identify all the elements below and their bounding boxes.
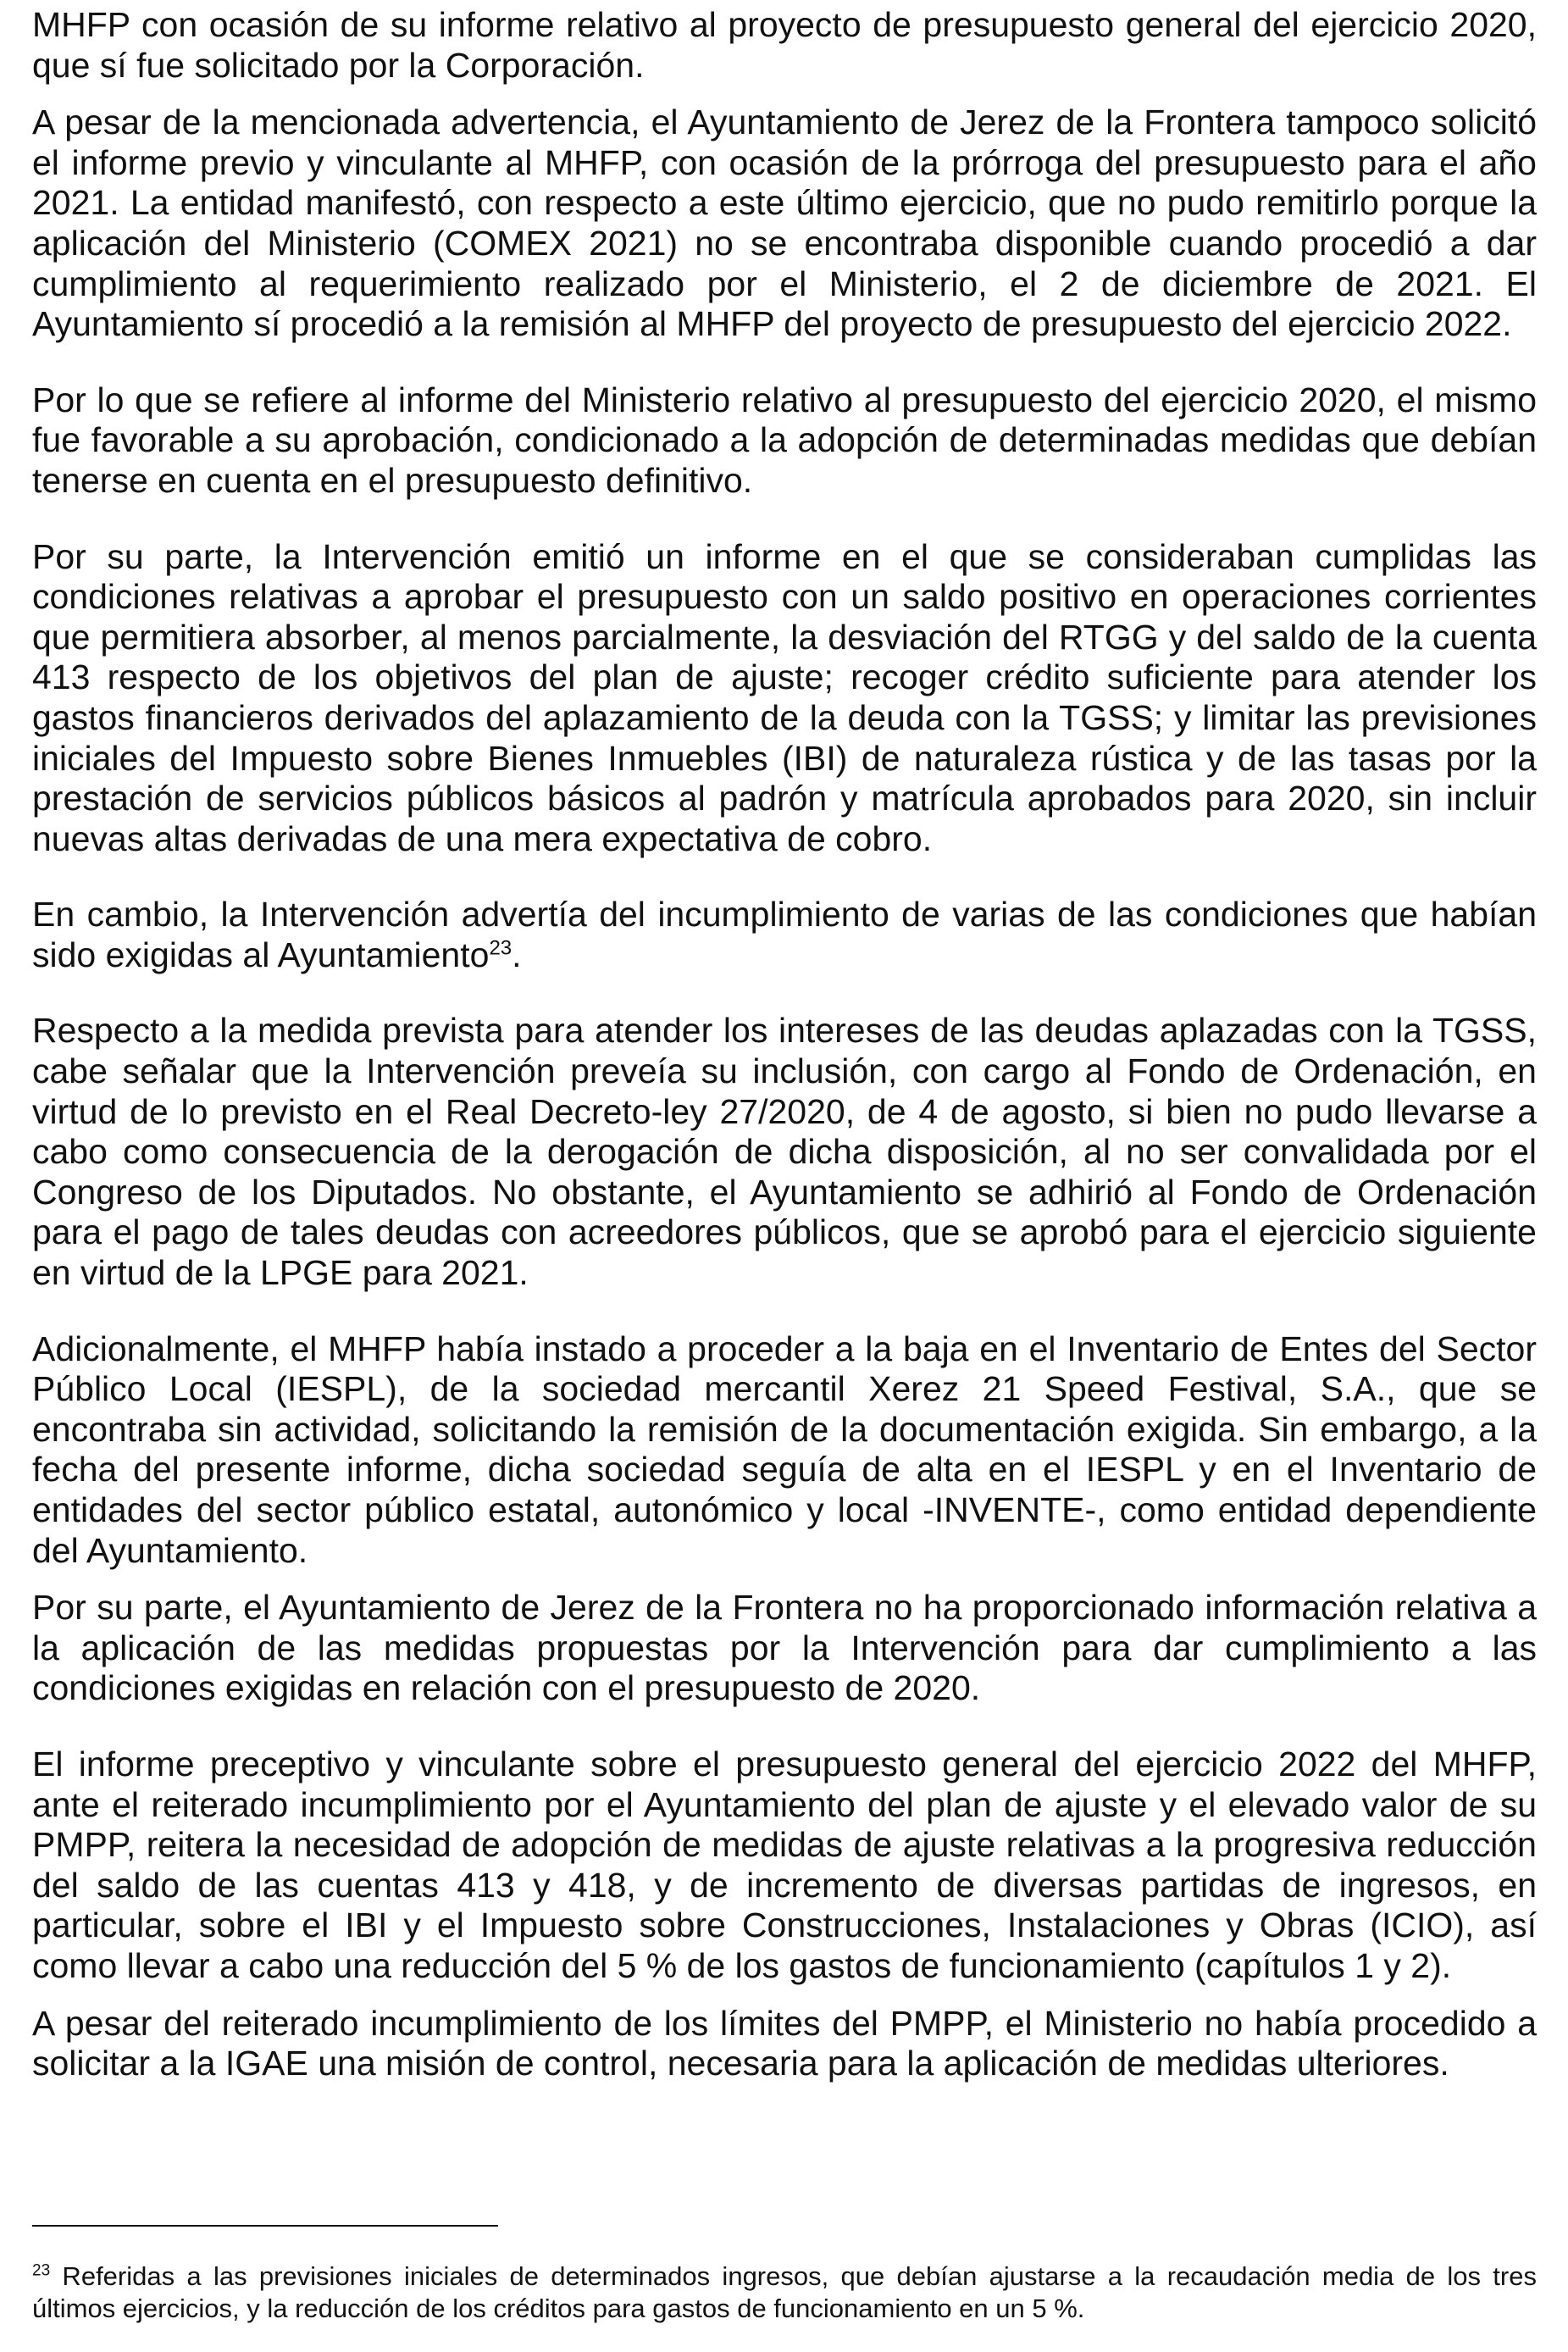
footnote-text: Referidas a las previsiones iniciales de determinados ingresos, que debían ajustarse a la recaudación media de los tres últimos ejercicios, y la reducción de los créditos para gastos de funcionamiento en un 5 %.	[32, 2261, 1537, 2323]
paragraph-intervencion-condiciones: Por su parte, la Intervención emitió un informe en el que se consideraban cumplidas las condiciones relativas a aprobar el presupuesto con un saldo positivo en operaciones corrientes que permitiera absorber, al menos parcialmente, la desviación del RTGG y del saldo de la cuenta 413 respecto de los objetivos del plan de ajuste; recoger crédito suficiente para atender los gastos financieros derivados del aplazamiento de la deuda con la TGSS; y limitar las previsiones iniciales del Impuesto sobre Bienes Inmuebles (IBI) de naturaleza rústica y de las tasas por la prestación de servicios públicos básicos al padrón y matrícula aprobados para 2020, sin incluir nuevas altas derivadas de una mera expectativa de cobro.	[32, 536, 1537, 858]
document-body	[32, 5, 1537, 2120]
paragraph-iespl-baja: Adicionalmente, el MHFP había instado a proceder a la baja en el Inventario de Entes del Sector Público Local (IESPL), de la sociedad mercantil Xerez 21 Speed Festival, S.A., que se encontraba sin actividad, solicitando la remisión de la documentación exigida. Sin embargo, a la fecha del presente informe, dicha sociedad seguía de alta en el IESPL y en el Inventario de entidades del sector público estatal, autonómico y local -INVENTE-, como entidad dependiente del Ayuntamiento.	[32, 1329, 1537, 1570]
paragraph-trailing: .	[512, 935, 522, 974]
paragraph-mision-control: A pesar del reiterado incumplimiento de los límites del PMPP, el Ministerio no había procedido a solicitar a la IGAE una misión de control, necesaria para la aplicación de medidas ulteriores.	[32, 2003, 1537, 2083]
footnote-reference[interactable]: 23	[489, 936, 513, 960]
paragraph-informe-2022: El informe preceptivo y vinculante sobre el presupuesto general del ejercicio 2022 del MHFP, ante el reiterado incumplimiento por el Ayuntamiento del plan de ajuste y el elevado valor de su PMPP, reitera la necesidad de adopción de medidas de ajuste relativas a la progresiva reducción del saldo de las cuentas 413 y 418, y de incremento de diversas partidas de ingresos, en particular, sobre el IBI y el Impuesto sobre Construcciones, Instalaciones y Obras (ICIO), así como llevar a cabo una reducción del 5 % de los gastos de funcionamiento (capítulos 1 y 2).	[32, 1744, 1537, 1985]
paragraph-advertencia-prorroga: A pesar de la mencionada advertencia, el Ayuntamiento de Jerez de la Frontera tampoco solicitó el informe previo y vinculante al MHFP, con ocasión de la prórroga del presupuesto para el año 2021. La entidad manifestó, con respecto a este último ejercicio, que no pudo remitirlo porque la aplicación del Ministerio (COMEX 2021) no se encontraba disponible cuando procedió a dar cumplimiento al requerimiento realizado por el Ministerio, el 2 de diciembre de 2021. El Ayuntamiento sí procedió a la remisión al MHFP del proyecto de presupuesto del ejercicio 2022.	[32, 103, 1537, 344]
footnote-separator	[32, 2225, 498, 2227]
paragraph-informacion-medidas: Por su parte, el Ayuntamiento de Jerez de la Frontera no ha proporcionado información relativa a la aplicación de las medidas propuestas por la Intervención para dar cumplimiento a las condiciones exigidas en relación con el presupuesto de 2020.	[32, 1588, 1537, 1708]
paragraph-medida-tgss: Respecto a la medida prevista para atender los intereses de las deudas aplazadas con la TGSS, cabe señalar que la Intervención preveía su inclusión, con cargo al Fondo de Ordenación, en virtud de lo previsto en el Real Decreto-ley 27/2020, de 4 de agosto, si bien no pudo llevarse a cabo como consecuencia de la derogación de dicha disposición, al no ser convalidada por el Congreso de los Diputados. No obstante, el Ayuntamiento se adhirió al Fondo de Ordenación para el pago de tales deudas con acreedores públicos, que se aprobó para el ejercicio siguiente en virtud de la LPGE para 2021.	[32, 1011, 1537, 1293]
footnote-number: 23	[32, 2261, 51, 2280]
paragraph-informe-ministerio: Por lo que se refiere al informe del Ministerio relativo al presupuesto del ejercicio 2020, el mismo fue favorable a su aprobación, condicionado a la adopción de determinadas medidas que debían tenerse en cuenta en el presupuesto definitivo.	[32, 380, 1537, 500]
paragraph-mhfp-informe: MHFP con ocasión de su informe relativo al proyecto de presupuesto general del ejercicio 2020, que sí fue solicitado por la Corporación.	[32, 5, 1537, 85]
paragraph-text: En cambio, la Intervención advertía del incumplimiento de varias de las condiciones que habían sido exigidas al Ayuntamiento	[32, 895, 1537, 974]
paragraph-incumplimiento-condiciones	[32, 895, 1537, 975]
footnote	[32, 2260, 1537, 2325]
